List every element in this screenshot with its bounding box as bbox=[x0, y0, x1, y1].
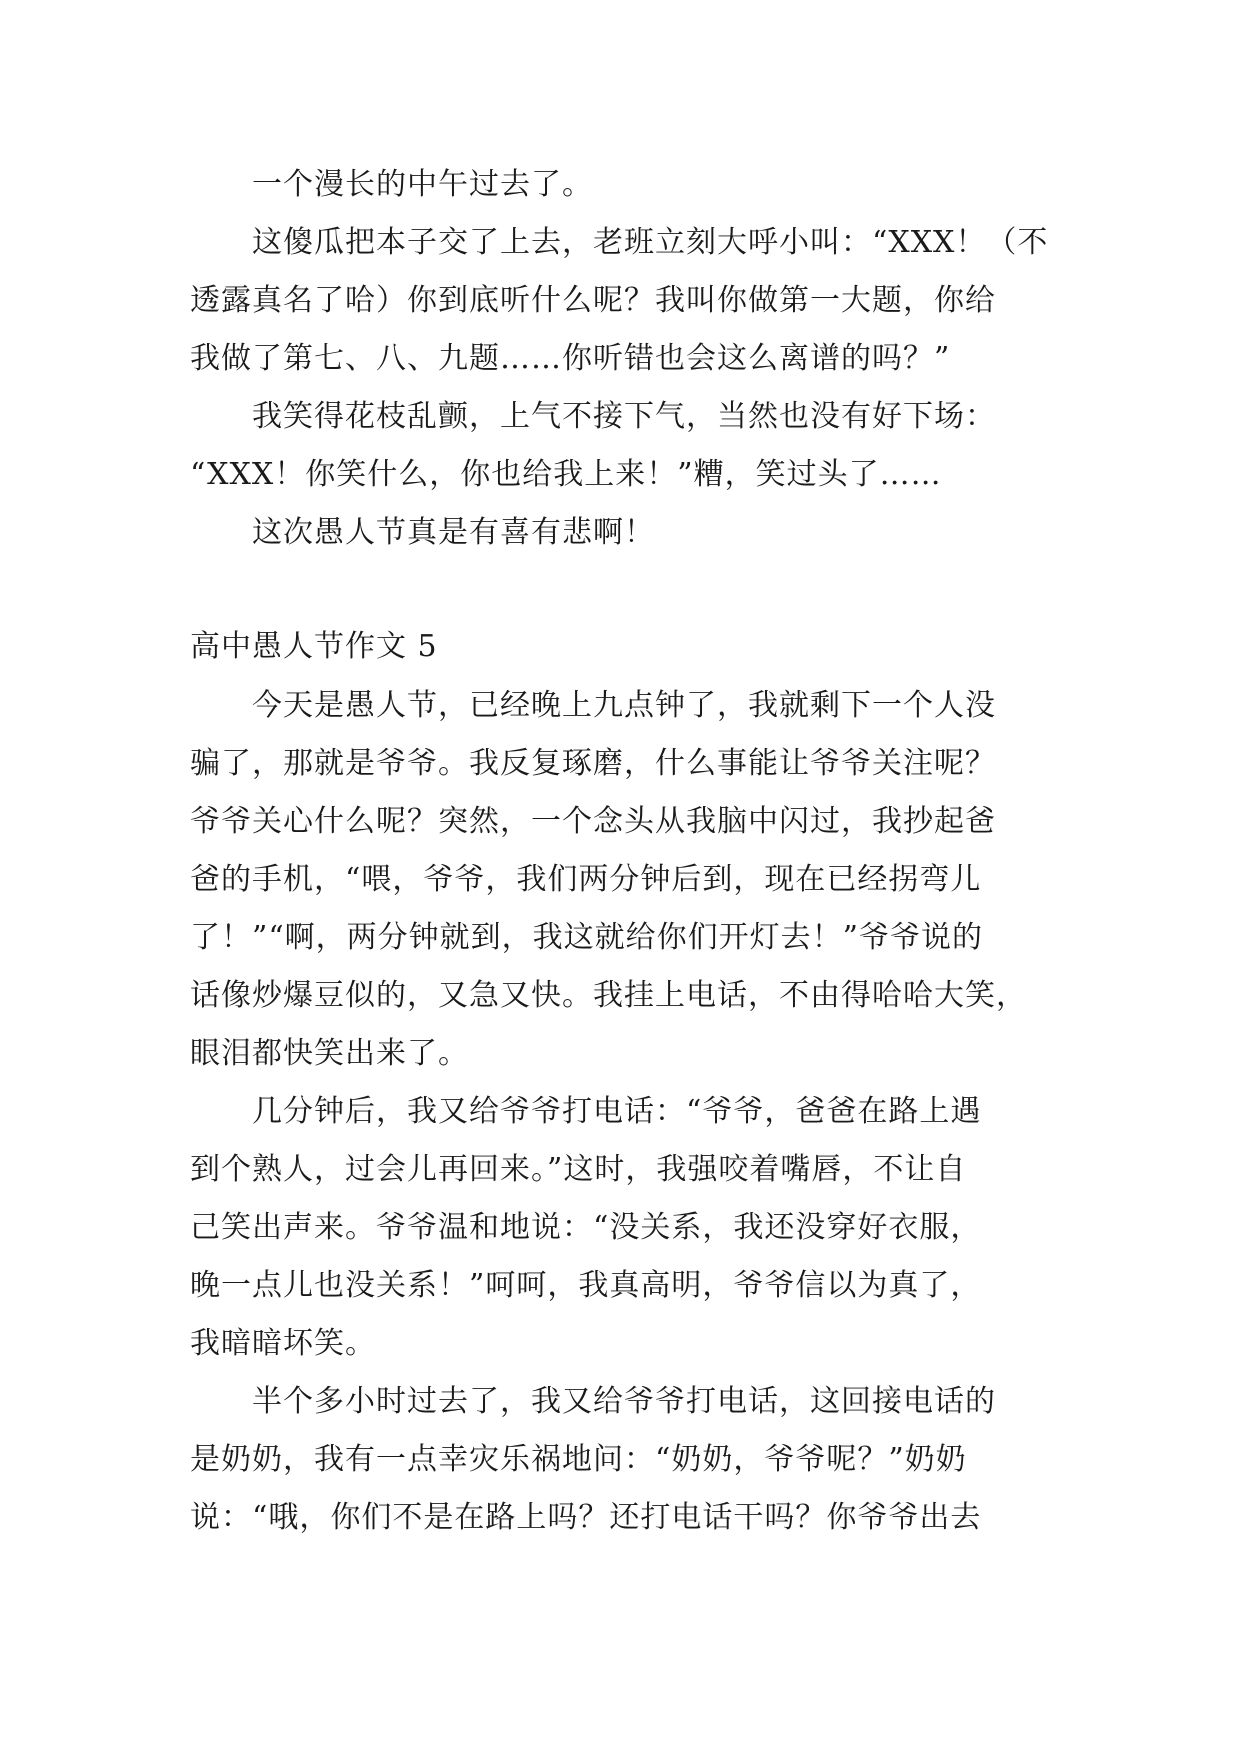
text-line: 了！”“啊，两分钟就到，我这就给你们开灯去！”爷爷说的 bbox=[190, 920, 984, 955]
text-line: 到个熟人，过会儿再回来。”这时，我强咬着嘴唇，不让自 bbox=[190, 1152, 967, 1187]
text-line: 我暗暗坏笑。 bbox=[190, 1326, 376, 1361]
text-line: 透露真名了哈）你到底听什么呢？我叫你做第一大题，你给 bbox=[190, 283, 996, 318]
text-line: 一个漫长的中午过去了。 bbox=[190, 167, 593, 202]
text-line: 是奶奶，我有一点幸灾乐祸地问：“奶奶，爷爷呢？”奶奶 bbox=[190, 1442, 967, 1477]
text-line: 这傻瓜把本子交了上去，老班立刻大呼小叫：“XXX！（不 bbox=[190, 225, 1049, 260]
text-line: 半个多小时过去了，我又给爷爷打电话，这回接电话的 bbox=[190, 1384, 996, 1419]
text-line: 这次愚人节真是有喜有悲啊！ bbox=[190, 515, 655, 550]
text-line: “XXX！你笑什么，你也给我上来！”糟，笑过头了…… bbox=[190, 457, 942, 492]
text-line: 己笑出声来。爷爷温和地说：“没关系，我还没穿好衣服， bbox=[190, 1210, 982, 1245]
text-line: 我笑得花枝乱颤，上气不接下气，当然也没有好下场： bbox=[190, 399, 996, 434]
text-line: 爷爷关心什么呢？突然，一个念头从我脑中闪过，我抄起爸 bbox=[190, 804, 996, 839]
text-line: 说：“哦，你们不是在路上吗？还打电话干吗？你爷爷出去 bbox=[190, 1500, 982, 1535]
section-heading: 高中愚人节作文 5 bbox=[190, 629, 438, 664]
text-line: 我做了第七、八、九题……你听错也会这么离谱的吗？” bbox=[190, 341, 951, 376]
text-line: 爸的手机，“喂，爷爷，我们两分钟后到，现在已经拐弯儿 bbox=[190, 862, 982, 897]
text-line: 几分钟后，我又给爷爷打电话：“爷爷，爸爸在路上遇 bbox=[190, 1094, 982, 1129]
text-line: 骗了，那就是爷爷。我反复琢磨，什么事能让爷爷关注呢？ bbox=[190, 746, 996, 781]
text-line: 晚一点儿也没关系！”呵呵，我真高明，爷爷信以为真了， bbox=[190, 1268, 982, 1303]
text-line: 眼泪都快笑出来了。 bbox=[190, 1036, 469, 1071]
text-line: 话像炒爆豆似的，又急又快。我挂上电话，不由得哈哈大笑， bbox=[190, 978, 1027, 1013]
text-line: 今天是愚人节，已经晚上九点钟了，我就剩下一个人没 bbox=[190, 688, 996, 723]
